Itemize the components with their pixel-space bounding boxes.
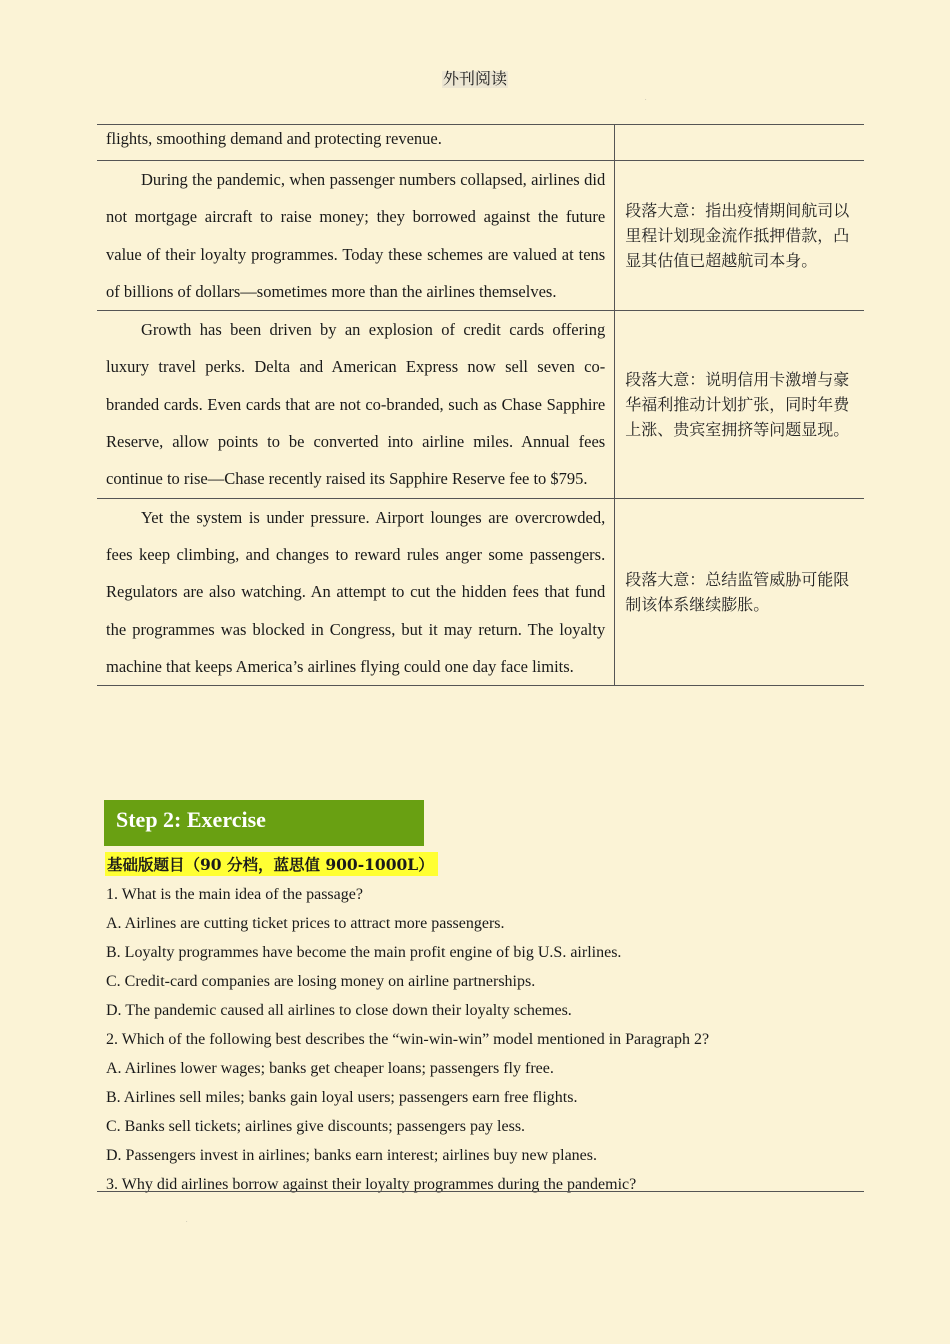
table-row (97, 161, 864, 311)
divider (97, 1191, 864, 1192)
question-line: 3. Why did airlines borrow against their loyalty programmes during the pandemic? (106, 1176, 637, 1193)
step-heading: Step 2: Exercise (104, 800, 424, 846)
option-line: C. Banks sell tickets; airlines give discounts; passengers pay less. (106, 1118, 526, 1135)
stray-dot: . (645, 96, 647, 102)
english-paragraph: During the pandemic, when passenger numbers collapsed, airlines did not mortgage aircraft to raise money; they borrowed against the future value of their loyalty programmes. Today these schemes are valued at tens of billions of dollars—sometimes more than the airlines themselves. (97, 161, 615, 311)
paragraph-summary: 段落大意：总结监管威胁可能限制该体系继续膨胀。 (615, 498, 864, 685)
paragraph-summary: 段落大意：说明信用卡激增与豪华福利推动计划扩张，同时年费上涨、贵宾室拥挤等问题显现。 (615, 311, 864, 498)
option-line: C. Credit-card companies are losing money on airline partnerships. (106, 973, 536, 990)
option-line: A. Airlines are cutting ticket prices to attract more passengers. (106, 915, 505, 932)
reading-table (97, 124, 864, 686)
stray-dot: . (186, 1218, 188, 1224)
page-header (0, 66, 950, 89)
table-row (97, 125, 864, 161)
english-paragraph: Yet the system is under pressure. Airport lounges are overcrowded, fees keep climbing, and changes to reward rules anger some passengers. Regulators are also watching. An attempt to cut the hidden fees that fund the programmes was blocked in Congress, but it may return. The loyalty machine that keeps America’s airlines flying could one day face limits. (97, 498, 615, 685)
header-title: 外刊阅读 (442, 71, 507, 88)
option-line: D. Passengers invest in airlines; banks earn interest; airlines buy new planes. (106, 1147, 597, 1164)
option-line: D. The pandemic caused all airlines to close down their loyalty schemes. (106, 1002, 572, 1019)
option-line: A. Airlines lower wages; banks get cheaper loans; passengers fly free. (106, 1060, 554, 1077)
question-line: 2. Which of the following best describes the “win-win-win” model mentioned in Paragraph 2? (106, 1031, 710, 1048)
option-line: B. Airlines sell miles; banks gain loyal users; passengers earn free flights. (106, 1089, 578, 1106)
english-paragraph: Growth has been driven by an explosion of credit cards offering luxury travel perks. Delta and American Express now sell seven co-branded cards. Even cards that are not co-branded, such as Chase Sapphire Reserve, allow points to be converted into airline miles. Annual fees continue to rise—Chase recently raised its Sapphire Reserve fee to $795. (97, 311, 615, 498)
option-line: B. Loyalty programmes have become the main profit engine of big U.S. airlines. (106, 944, 622, 961)
question-line: 1. What is the main idea of the passage? (106, 886, 363, 903)
table-row (97, 498, 864, 685)
english-paragraph: flights, smoothing demand and protecting revenue. (97, 125, 615, 161)
level-label: 基础版题目（90 分档，蓝思值 900-1000L） (105, 852, 438, 876)
paragraph-summary: 段落大意：指出疫情期间航司以里程计划现金流作抵押借款，凸显其估值已超越航司本身。 (615, 161, 864, 311)
table-row (97, 311, 864, 498)
paragraph-summary (615, 125, 864, 161)
question-list (106, 880, 864, 1199)
